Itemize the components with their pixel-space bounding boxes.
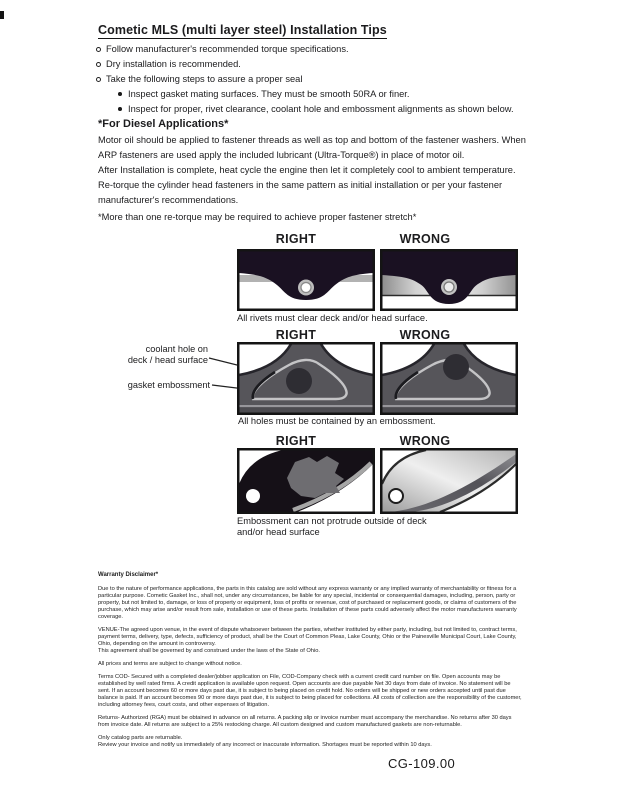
- annotation-text: deck / head surface: [127, 354, 208, 365]
- caption-line: Embossment can not protrude outside of deck: [237, 516, 427, 526]
- warranty-paragraph: This agreement shall be governed by and construed under the laws of the State of Ohio.: [98, 648, 320, 654]
- coolant-hole-annotation: [92, 344, 208, 365]
- diesel-paragraph: Motor oil should be applied to fastener threads as well as top and bottom of the fastener washers. When ARP fasteners are used apply the included lubricant (Ultra-Torque®) in place of motor oil.: [98, 135, 526, 160]
- embossment-wrong-diagram: [380, 448, 518, 514]
- open-bullet-icon: [96, 77, 101, 82]
- diesel-section-heading: *For Diesel Applications*: [98, 118, 229, 130]
- filled-bullet-icon: [118, 92, 122, 96]
- bullet-text: Follow manufacturer's recommended torque specifications.: [106, 44, 349, 54]
- bullet-text: Inspect for proper, rivet clearance, coolant hole and embossment alignments as shown below.: [128, 104, 514, 114]
- caption-line: and/or head surface: [237, 527, 320, 537]
- list-item: [96, 72, 536, 87]
- list-item: [96, 42, 536, 57]
- rivet-clearance-wrong-diagram: [380, 249, 518, 311]
- diagram-caption: All rivets must clear deck and/or head surface.: [237, 313, 428, 323]
- list-item: [96, 87, 536, 102]
- warranty-paragraph: Returns- Authorized (RGA) must be obtained in advance on all returns. A packing slip or invoice number must accompany the merchandise. No returns after 30 days from invoice date. All returns are subject to a 25% restocking charge. All custom designed and custom manufactured gaskets are non-returnable.: [98, 715, 512, 728]
- warranty-paragraph: VENUE-The agreed upon venue, in the event of dispute whatsoever between the parties, whether instituted by either party, including, but not limited to, contract terms, payment terms, delivery, type, defects, sufficiency of product, shall be the Court of Common Pleas, Lake County, Ohio or the Painesville Municipal Court, Lake County, Ohio, depending on the amount in controversy.: [98, 627, 517, 647]
- list-item: [96, 102, 536, 117]
- diagram-caption: All holes must be contained by an embossment.: [238, 416, 436, 426]
- diagram-wrong-label: WRONG: [399, 328, 451, 342]
- warranty-paragraph: Review your invoice and notify us immediately of any incorrect or inaccurate information. Shortages must be reported within 10 days.: [98, 742, 432, 748]
- warranty-paragraph: Due to the nature of performance applications, the parts in this catalog are sold without any express warranty or any implied warranty of merchantability or fitness for a particular purpose. Cometic Gasket Inc., shall not, under any circumstances, be liable for any special, incidental or consequential damages, including, person, party or property, but not limited to, damage, or loss of property or equipment, loss of profits or revenue, cost of purchased or replacement goods, or claims of customers of the purchase, which may arise and/or result from sale, installation or use of these parts. Installation of these parts could adversely affect the motor manufacturers warranty coverage.: [98, 586, 517, 620]
- open-bullet-icon: [96, 47, 101, 52]
- rivet-clearance-right-diagram: [237, 249, 375, 311]
- annotation-text: coolant hole on: [145, 344, 208, 354]
- list-item: [96, 57, 536, 72]
- coolant-hole-wrong-diagram: [380, 342, 518, 415]
- diagram-right-label: RIGHT: [275, 434, 317, 448]
- page-title: Cometic MLS (multi layer steel) Installation Tips: [98, 23, 387, 37]
- coolant-hole-right-diagram: [237, 342, 375, 415]
- gasket-embossment-annotation: gasket embossment: [127, 380, 210, 390]
- filled-bullet-icon: [118, 107, 122, 111]
- diesel-note: *More than one re-torque may be required to achieve proper fastener stretch*: [98, 212, 417, 222]
- diesel-paragraph: After Installation is complete, heat cycle the engine then let it completely cool to ambient temperature. Re-torque the cylinder head fasteners in the same pattern as initial installation or per your fastener manufacturer's recommendations.: [98, 165, 516, 205]
- warranty-section: [98, 572, 522, 755]
- diagram-wrong-label: WRONG: [399, 232, 451, 246]
- diagram-right-label: RIGHT: [275, 328, 317, 342]
- open-bullet-icon: [96, 62, 101, 67]
- diagram-right-label: RIGHT: [275, 232, 317, 246]
- embossment-right-diagram: [237, 448, 375, 514]
- page-code: CG-109.00: [388, 756, 456, 771]
- scan-artifact-mark: [0, 11, 4, 19]
- tips-list: [96, 42, 536, 117]
- bullet-text: Inspect gasket mating surfaces. They must be smooth 50RA or finer.: [128, 89, 410, 99]
- diagram-wrong-label: WRONG: [399, 434, 451, 448]
- warranty-heading: Warranty Disclaimer*: [98, 572, 159, 578]
- warranty-paragraph: Only catalog parts are returnable.: [98, 735, 183, 741]
- diagram-caption: [237, 516, 537, 538]
- bullet-text: Dry installation is recommended.: [106, 59, 241, 69]
- bullet-text: Take the following steps to assure a proper seal: [106, 74, 303, 84]
- warranty-paragraph: All prices and terms are subject to change without notice.: [98, 661, 242, 667]
- warranty-paragraph: Terms COD- Secured with a completed dealer/jobber application on File, COD-Company check with a current credit card number on file. Open accounts may be established by well rated firms. A credit application is available upon request. Open accounts are due payable Net 30 days from date of invoice. No statement will be sent. If an account becomes 60 or more days past due, it is subject to being placed on credit hold. No orders will be shipped or new orders accepted until past due balance is paid. If an account becomes 90 or more days past due, it is subject to being placed for collections. All costs of collection are the responsibility of the customer, including attorney fees, court costs, and other expenses of litigation.: [98, 674, 522, 708]
